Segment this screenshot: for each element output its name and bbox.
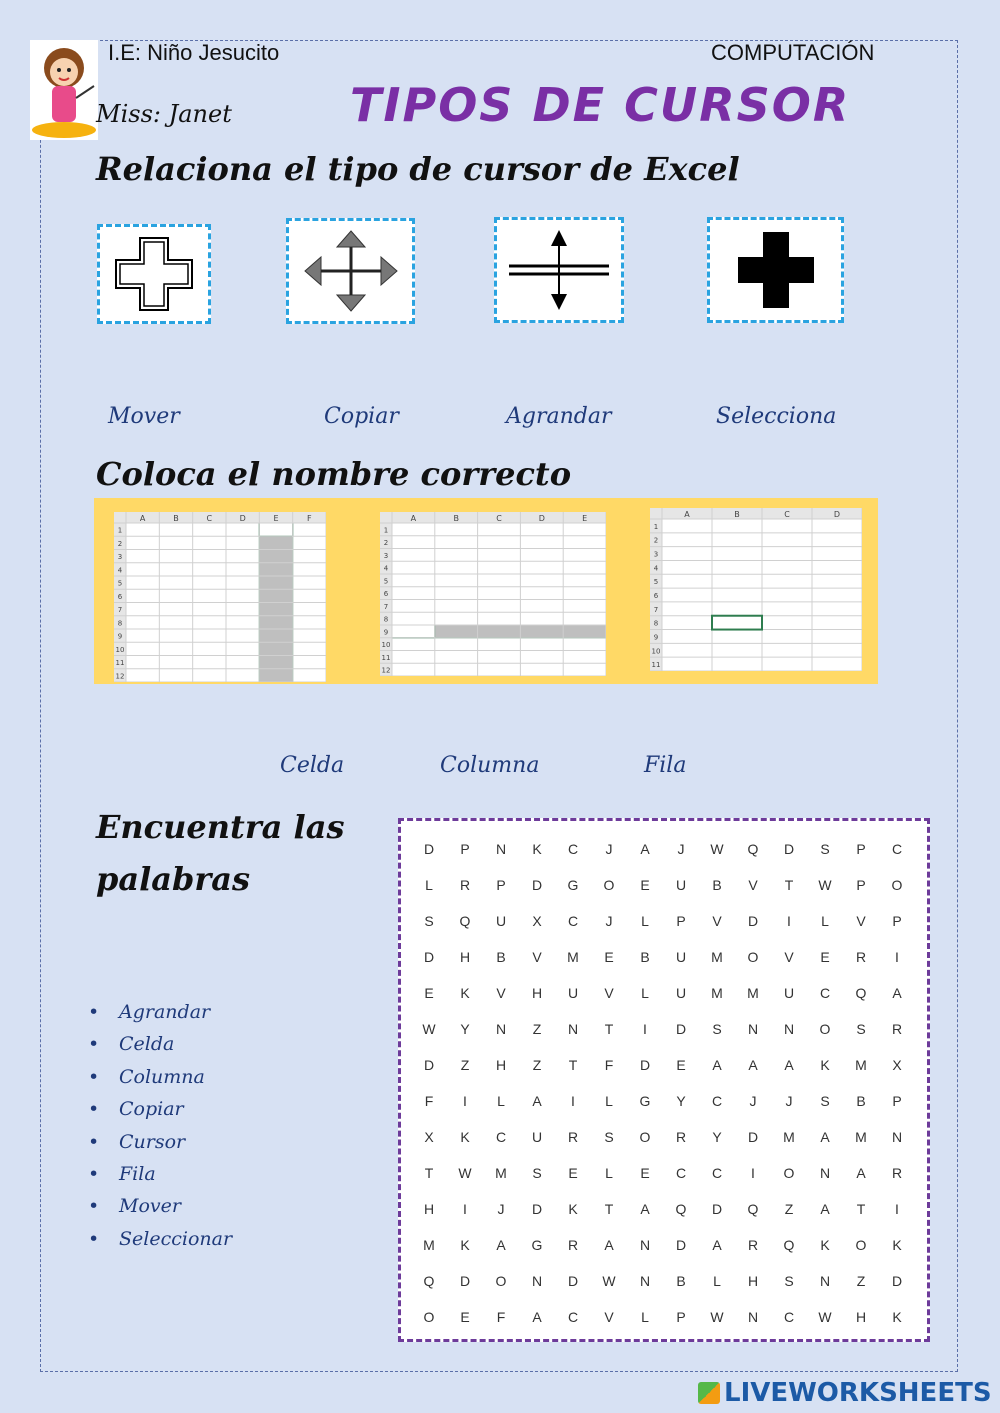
sheet-row-label: 6: [117, 592, 123, 601]
grid-letter[interactable]: P: [856, 877, 866, 893]
grid-letter[interactable]: N: [783, 1021, 795, 1037]
sheet-col-label: A: [684, 510, 690, 519]
sheet-row-label: 3: [653, 550, 659, 559]
grid-letter[interactable]: U: [495, 913, 507, 929]
grid-letter[interactable]: I: [751, 1165, 755, 1181]
grid-letter[interactable]: J: [677, 841, 685, 857]
grid-letter[interactable]: L: [713, 1273, 721, 1289]
grid-letter[interactable]: T: [604, 1021, 614, 1037]
grid-letter[interactable]: B: [676, 1273, 686, 1289]
option-agrandar[interactable]: Agrandar: [506, 404, 612, 429]
option-selecciona[interactable]: Selecciona: [716, 404, 837, 429]
grid-letter[interactable]: A: [712, 1237, 722, 1253]
grid-letter[interactable]: A: [532, 1093, 542, 1109]
grid-letter[interactable]: I: [895, 949, 899, 965]
grid-letter[interactable]: M: [711, 985, 723, 1001]
grid-letter[interactable]: U: [675, 877, 687, 893]
sheet-row-label: 7: [653, 605, 659, 614]
grid-letter[interactable]: O: [495, 1273, 507, 1289]
grid-letter[interactable]: V: [604, 985, 614, 1001]
page-title: TIPOS DE CURSOR: [350, 78, 851, 132]
grid-letter[interactable]: V: [748, 877, 758, 893]
grid-letter[interactable]: X: [424, 1129, 434, 1145]
sheet-row-label: 6: [383, 590, 389, 599]
grid-letter[interactable]: A: [820, 1201, 830, 1217]
sheet-row-label: 4: [653, 564, 659, 573]
grid-letter[interactable]: R: [567, 1237, 579, 1253]
grid-letter[interactable]: U: [675, 985, 687, 1001]
grid-letter[interactable]: N: [567, 1021, 579, 1037]
grid-letter[interactable]: O: [603, 877, 615, 893]
sheet-row-label: 2: [117, 539, 123, 548]
teacher-name: Miss: Janet: [96, 100, 232, 128]
grid-letter[interactable]: V: [496, 985, 506, 1001]
teacher-avatar: [30, 40, 98, 140]
grid-letter[interactable]: Q: [675, 1201, 687, 1217]
grid-letter[interactable]: K: [820, 1057, 830, 1073]
grid-letter[interactable]: S: [532, 1165, 542, 1181]
sheet-cell-example: [650, 508, 862, 671]
grid-letter[interactable]: D: [423, 841, 435, 857]
grid-letter[interactable]: P: [676, 1309, 686, 1325]
grid-letter[interactable]: D: [531, 877, 543, 893]
grid-letter[interactable]: Y: [712, 1129, 722, 1145]
word-item: • Mover: [88, 1192, 232, 1224]
grid-letter[interactable]: L: [821, 913, 829, 929]
grid-letter[interactable]: K: [532, 841, 542, 857]
grid-letter[interactable]: C: [675, 1165, 687, 1181]
sheet-row-label: 11: [381, 653, 391, 662]
grid-letter[interactable]: P: [676, 913, 686, 929]
sheet-row-label: 5: [117, 579, 123, 588]
word-item: • Cursor: [88, 1128, 232, 1160]
grid-letter[interactable]: Y: [460, 1021, 470, 1037]
grid-letter[interactable]: G: [639, 1093, 651, 1109]
sheet-row-label: 5: [653, 578, 659, 587]
grid-letter[interactable]: E: [604, 949, 614, 965]
option-fila[interactable]: Fila: [644, 753, 687, 778]
grid-letter[interactable]: P: [892, 1093, 902, 1109]
grid-letter[interactable]: J: [497, 1201, 505, 1217]
grid-letter[interactable]: J: [785, 1093, 793, 1109]
grid-letter[interactable]: D: [711, 1201, 723, 1217]
grid-letter[interactable]: O: [891, 877, 903, 893]
grid-letter[interactable]: W: [818, 877, 832, 893]
grid-letter[interactable]: K: [568, 1201, 578, 1217]
grid-letter[interactable]: A: [892, 985, 902, 1001]
grid-letter[interactable]: Y: [676, 1093, 686, 1109]
resize-icon: [507, 228, 611, 312]
grid-letter[interactable]: E: [640, 877, 650, 893]
grid-letter[interactable]: S: [424, 913, 434, 929]
grid-letter[interactable]: K: [460, 1129, 470, 1145]
grid-letter[interactable]: D: [423, 949, 435, 965]
grid-letter[interactable]: C: [495, 1129, 507, 1145]
grid-letter[interactable]: D: [567, 1273, 579, 1289]
grid-letter[interactable]: S: [784, 1273, 794, 1289]
grid-letter[interactable]: T: [568, 1057, 578, 1073]
section2-heading: Coloca el nombre correcto: [96, 455, 572, 493]
sheet-col-label: C: [496, 514, 502, 523]
grid-letter[interactable]: M: [495, 1165, 507, 1181]
grid-letter[interactable]: D: [459, 1273, 471, 1289]
sheet-row-label: 4: [117, 566, 123, 575]
sheet-row-label: 8: [653, 619, 659, 628]
sheet-row-label: 9: [653, 633, 659, 642]
grid-letter[interactable]: M: [855, 1057, 867, 1073]
grid-letter[interactable]: S: [820, 841, 830, 857]
grid-letter[interactable]: D: [891, 1273, 903, 1289]
grid-letter[interactable]: V: [712, 913, 722, 929]
grid-letter[interactable]: D: [675, 1021, 687, 1037]
grid-letter[interactable]: I: [463, 1201, 467, 1217]
grid-letter[interactable]: E: [676, 1057, 686, 1073]
grid-letter[interactable]: D: [747, 1129, 759, 1145]
grid-letter[interactable]: H: [531, 985, 543, 1001]
grid-letter[interactable]: J: [749, 1093, 757, 1109]
move-arrows-icon: [303, 229, 399, 313]
option-celda[interactable]: Celda: [280, 753, 345, 778]
sheet-row-label: 11: [115, 659, 125, 668]
grid-letter[interactable]: S: [856, 1021, 866, 1037]
grid-letter[interactable]: S: [820, 1093, 830, 1109]
sheet-row-label: 1: [653, 522, 659, 531]
grid-letter[interactable]: A: [496, 1237, 506, 1253]
grid-letter[interactable]: Q: [747, 841, 759, 857]
grid-letter[interactable]: O: [747, 949, 759, 965]
grid-letter[interactable]: K: [892, 1309, 902, 1325]
grid-letter[interactable]: E: [568, 1165, 578, 1181]
word-item: • Copiar: [88, 1095, 232, 1127]
section3-heading-line1: Encuentra las: [96, 808, 345, 846]
grid-letter[interactable]: B: [856, 1093, 866, 1109]
grid-letter[interactable]: N: [891, 1129, 903, 1145]
grid-letter[interactable]: Q: [747, 1201, 759, 1217]
sheet-row-label: 12: [381, 666, 391, 675]
grid-letter[interactable]: L: [641, 1309, 649, 1325]
grid-letter[interactable]: D: [639, 1057, 651, 1073]
cursor-box-4: [707, 217, 844, 323]
grid-letter[interactable]: M: [783, 1129, 795, 1145]
grid-letter[interactable]: W: [602, 1273, 616, 1289]
grid-letter[interactable]: A: [532, 1309, 542, 1325]
grid-letter[interactable]: O: [639, 1129, 651, 1145]
grid-letter[interactable]: F: [604, 1057, 614, 1073]
sheet-col-label: E: [273, 514, 279, 523]
sheet-row-label: 8: [117, 619, 123, 628]
grid-letter[interactable]: M: [567, 949, 579, 965]
grid-letter[interactable]: A: [748, 1057, 758, 1073]
grid-letter[interactable]: C: [567, 841, 579, 857]
sheet-col-label: A: [410, 514, 417, 523]
grid-letter[interactable]: Q: [459, 913, 471, 929]
grid-letter[interactable]: D: [423, 1057, 435, 1073]
sheet-row-label: 6: [653, 592, 659, 600]
grid-letter[interactable]: W: [818, 1309, 832, 1325]
grid-letter[interactable]: T: [604, 1201, 614, 1217]
grid-letter[interactable]: V: [784, 949, 794, 965]
grid-letter[interactable]: C: [711, 1093, 723, 1109]
grid-letter[interactable]: U: [783, 985, 795, 1001]
grid-letter[interactable]: C: [783, 1309, 795, 1325]
grid-letter[interactable]: O: [819, 1021, 831, 1037]
grid-letter[interactable]: L: [605, 1093, 613, 1109]
grid-letter[interactable]: P: [496, 877, 506, 893]
word-item: • Fila: [88, 1160, 232, 1192]
grid-letter[interactable]: V: [604, 1309, 614, 1325]
grid-letter[interactable]: R: [567, 1129, 579, 1145]
grid-letter[interactable]: I: [787, 913, 791, 929]
grid-letter[interactable]: I: [643, 1021, 647, 1037]
liveworksheets-logo: [698, 1378, 992, 1408]
sheet-row-label: 7: [117, 606, 123, 615]
grid-letter[interactable]: C: [891, 841, 903, 857]
grid-letter[interactable]: G: [567, 877, 579, 893]
copy-cross-icon: [114, 236, 194, 312]
sheet-col-label: B: [734, 510, 740, 519]
word-item: • Agrandar: [88, 998, 232, 1030]
grid-letter[interactable]: N: [531, 1273, 543, 1289]
grid-letter[interactable]: A: [820, 1129, 830, 1145]
sheet-row-label: 3: [383, 551, 389, 560]
cursor-box-3: [494, 217, 624, 323]
sheet-col-label: D: [833, 510, 841, 519]
grid-letter[interactable]: Z: [460, 1057, 470, 1073]
cursor-box-2: [286, 218, 415, 324]
sheet-row-label: 10: [651, 647, 661, 656]
grid-letter[interactable]: B: [640, 949, 650, 965]
sheet-column-example: [114, 512, 326, 682]
grid-letter[interactable]: E: [820, 949, 830, 965]
grid-letter[interactable]: Z: [784, 1201, 794, 1217]
grid-letter[interactable]: N: [747, 1309, 759, 1325]
sheet-row-label: 1: [117, 526, 123, 535]
sheet-row-label: 9: [383, 628, 389, 637]
grid-letter[interactable]: H: [495, 1057, 507, 1073]
select-cross-icon: [736, 230, 816, 310]
grid-letter[interactable]: J: [605, 913, 613, 929]
grid-letter[interactable]: K: [460, 1237, 470, 1253]
grid-letter[interactable]: V: [856, 913, 866, 929]
grid-letter[interactable]: H: [423, 1201, 435, 1217]
sheet-row-label: 5: [383, 577, 389, 586]
grid-letter[interactable]: Z: [532, 1057, 542, 1073]
sheet-col-label: D: [239, 514, 246, 523]
grid-letter[interactable]: R: [459, 877, 471, 893]
word-item: • Seleccionar: [88, 1225, 232, 1257]
grid-letter[interactable]: M: [747, 985, 759, 1001]
sheet-col-label: C: [206, 514, 213, 523]
option-copiar[interactable]: Copiar: [324, 404, 399, 429]
word-item: • Celda: [88, 1030, 232, 1062]
grid-letter[interactable]: P: [460, 841, 470, 857]
grid-letter[interactable]: N: [495, 1021, 507, 1037]
sheet-col-label: E: [582, 514, 588, 523]
grid-letter[interactable]: Q: [783, 1237, 795, 1253]
grid-letter[interactable]: P: [856, 841, 866, 857]
grid-letter[interactable]: T: [784, 877, 794, 893]
grid-letter[interactable]: M: [855, 1129, 867, 1145]
grid-letter[interactable]: A: [640, 1201, 650, 1217]
grid-letter[interactable]: N: [819, 1273, 831, 1289]
grid-letter[interactable]: L: [641, 913, 649, 929]
grid-letter[interactable]: V: [532, 949, 542, 965]
grid-letter[interactable]: C: [567, 1309, 579, 1325]
grid-letter[interactable]: S: [604, 1129, 614, 1145]
grid-letter[interactable]: O: [855, 1237, 867, 1253]
logo-icon: [698, 1382, 720, 1404]
word-item: • Columna: [88, 1063, 232, 1095]
sheet-col-label: B: [453, 514, 459, 523]
grid-letter[interactable]: N: [747, 1021, 759, 1037]
option-columna[interactable]: Columna: [440, 753, 540, 778]
sheet-row-label: 12: [115, 672, 125, 681]
grid-letter[interactable]: K: [820, 1237, 830, 1253]
grid-letter[interactable]: U: [567, 985, 579, 1001]
grid-letter[interactable]: A: [856, 1165, 866, 1181]
word-search-grid[interactable]: [398, 818, 930, 1342]
sheet-col-label: D: [538, 514, 545, 523]
grid-letter[interactable]: Q: [423, 1273, 435, 1289]
grid-letter[interactable]: W: [458, 1165, 472, 1181]
sheet-col-label: C: [784, 510, 790, 519]
sheet-row-label: 2: [383, 539, 389, 548]
sheet-row-label: 3: [117, 553, 123, 562]
sheet-row-label: 9: [117, 632, 123, 641]
grid-letter[interactable]: H: [855, 1309, 867, 1325]
grid-letter[interactable]: W: [422, 1021, 436, 1037]
grid-letter[interactable]: R: [891, 1021, 903, 1037]
school-name: I.E: Niño Jesucito: [108, 40, 280, 65]
grid-letter[interactable]: E: [460, 1309, 470, 1325]
grid-letter[interactable]: A: [784, 1057, 794, 1073]
cursor-box-1: [97, 224, 211, 324]
grid-letter[interactable]: D: [783, 841, 795, 857]
grid-letter[interactable]: B: [496, 949, 506, 965]
grid-letter[interactable]: X: [892, 1057, 902, 1073]
grid-letter[interactable]: S: [712, 1021, 722, 1037]
grid-letter[interactable]: R: [855, 949, 867, 965]
sheet-row-label: 8: [383, 615, 389, 624]
grid-letter[interactable]: C: [711, 1165, 723, 1181]
sheet-row-label: 10: [381, 641, 391, 650]
grid-letter[interactable]: L: [605, 1165, 613, 1181]
grid-letter[interactable]: K: [460, 985, 470, 1001]
grid-letter[interactable]: D: [675, 1237, 687, 1253]
sheet-row-label: 11: [651, 661, 661, 670]
sheet-col-label: F: [307, 514, 312, 523]
grid-letter[interactable]: D: [747, 913, 759, 929]
grid-letter[interactable]: L: [641, 985, 649, 1001]
option-mover[interactable]: Mover: [108, 404, 180, 429]
sheet-row-label: 2: [653, 536, 659, 545]
sheet-row-label: 10: [115, 645, 125, 654]
sheet-row-label: 4: [383, 564, 389, 573]
grid-letter[interactable]: T: [424, 1165, 434, 1181]
grid-letter[interactable]: I: [571, 1093, 575, 1109]
grid-letter[interactable]: W: [710, 1309, 724, 1325]
grid-letter[interactable]: H: [459, 949, 471, 965]
grid-letter[interactable]: M: [423, 1237, 435, 1253]
grid-letter[interactable]: U: [675, 949, 687, 965]
grid-letter[interactable]: W: [710, 841, 724, 857]
grid-letter[interactable]: E: [640, 1165, 650, 1181]
grid-letter[interactable]: I: [463, 1093, 467, 1109]
sheet-col-label: A: [139, 514, 146, 523]
grid-letter[interactable]: M: [711, 949, 723, 965]
grid-letter[interactable]: N: [639, 1273, 651, 1289]
grid-letter[interactable]: O: [423, 1309, 435, 1325]
grid-letter[interactable]: C: [819, 985, 831, 1001]
grid-letter[interactable]: R: [891, 1165, 903, 1181]
grid-letter[interactable]: A: [604, 1237, 614, 1253]
logo-text: LIVEWORKSHEETS: [724, 1378, 992, 1408]
grid-letter[interactable]: A: [640, 841, 650, 857]
grid-letter[interactable]: I: [895, 1201, 899, 1217]
section1-heading: Relaciona el tipo de cursor de Excel: [96, 150, 740, 188]
grid-letter[interactable]: N: [495, 841, 507, 857]
grid-letter[interactable]: B: [712, 877, 722, 893]
grid-letter[interactable]: N: [639, 1237, 651, 1253]
grid-letter[interactable]: P: [892, 913, 902, 929]
grid-letter[interactable]: H: [747, 1273, 759, 1289]
grid-letter[interactable]: F: [424, 1093, 434, 1109]
section3-heading-line2: palabras: [96, 860, 250, 898]
grid-letter[interactable]: L: [497, 1093, 505, 1109]
sheet-row-label: 1: [383, 526, 389, 535]
grid-letter[interactable]: X: [532, 913, 542, 929]
grid-letter[interactable]: Z: [532, 1021, 542, 1037]
subject-label: COMPUTACIÓN: [711, 40, 875, 65]
grid-letter[interactable]: U: [531, 1129, 543, 1145]
grid-letter[interactable]: Z: [856, 1273, 866, 1289]
grid-letter[interactable]: R: [747, 1237, 759, 1253]
grid-letter[interactable]: C: [567, 913, 579, 929]
sheet-row-label: 7: [383, 602, 389, 611]
sheet-col-label: B: [173, 514, 179, 523]
grid-letter[interactable]: F: [496, 1309, 506, 1325]
grid-letter[interactable]: K: [892, 1237, 902, 1253]
grid-letter[interactable]: R: [675, 1129, 687, 1145]
word-list: [88, 998, 232, 1257]
grid-letter[interactable]: Q: [855, 985, 867, 1001]
grid-letter[interactable]: N: [819, 1165, 831, 1181]
grid-letter[interactable]: T: [856, 1201, 866, 1217]
grid-letter[interactable]: O: [783, 1165, 795, 1181]
grid-letter[interactable]: L: [425, 877, 433, 893]
grid-letter[interactable]: J: [605, 841, 613, 857]
grid-letter[interactable]: A: [712, 1057, 722, 1073]
grid-letter[interactable]: E: [424, 985, 434, 1001]
sheet-row-example: [380, 512, 606, 676]
grid-letter[interactable]: D: [531, 1201, 543, 1217]
grid-letter[interactable]: G: [531, 1237, 543, 1253]
